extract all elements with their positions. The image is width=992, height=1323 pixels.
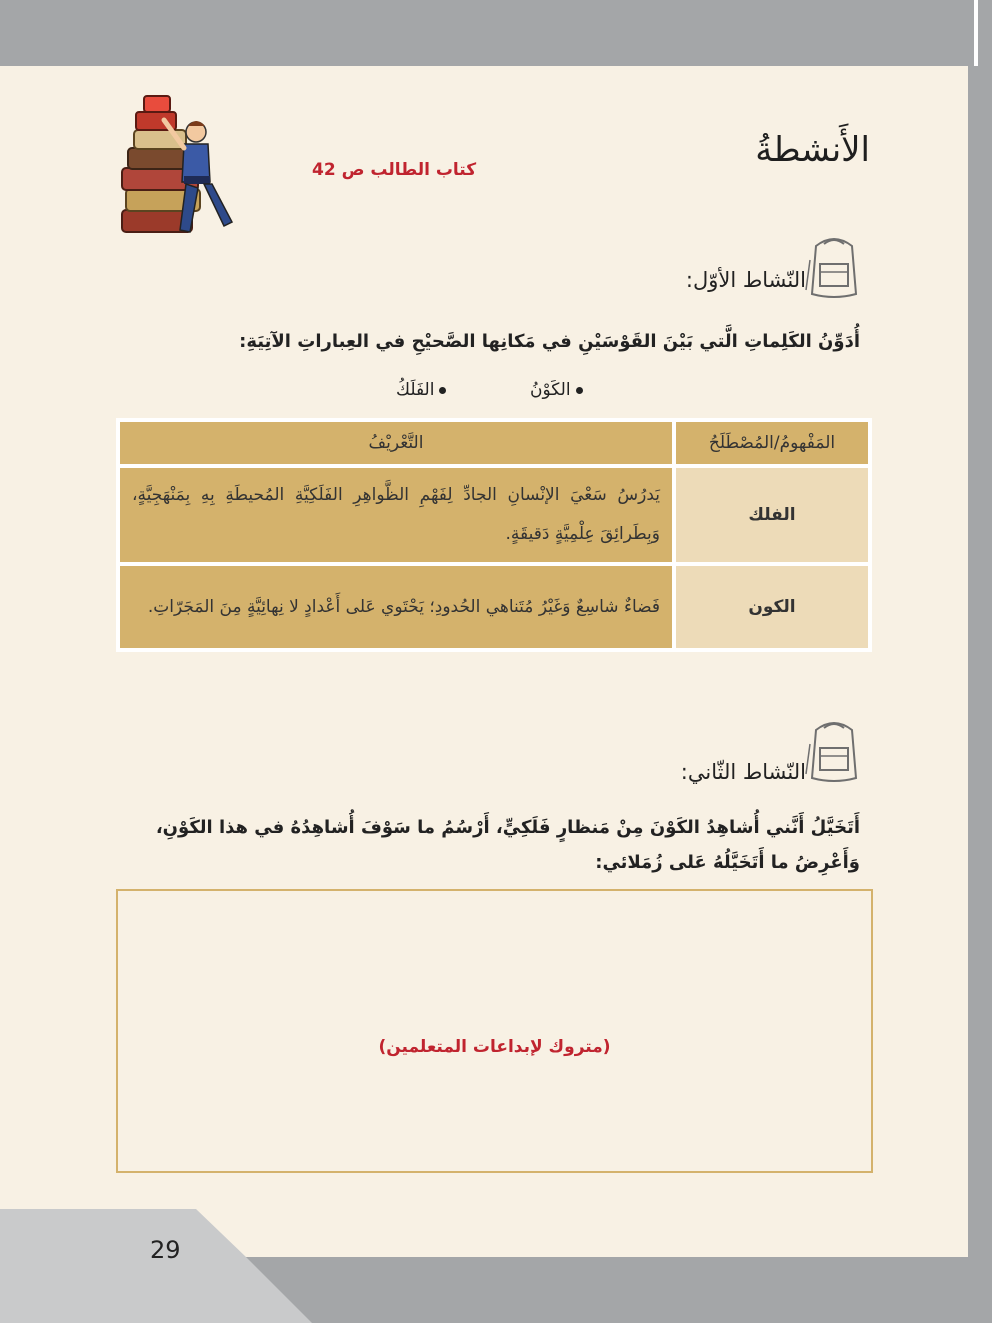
- word-option-label: الفَلَكُ: [396, 380, 435, 400]
- term-cell[interactable]: الكون: [674, 564, 870, 650]
- page-number: 29: [150, 1236, 181, 1264]
- right-edge-divider: [974, 0, 978, 66]
- activity1-instruction: أُدَوِّنُ الكَلِماتِ الَّتي بَيْنَ القَوْسَيْنِ في مَكانِها الصَّحيْحِ في العِباراتِ الآتِيَةِ:: [239, 331, 860, 352]
- backpack-icon: [804, 230, 864, 300]
- word-option-label: الكَوْنُ: [530, 380, 571, 400]
- bullet-icon: [439, 387, 446, 394]
- definition-cell: فَضاءٌ شاسِعٌ وَغَيْرُ مُتَناهي الحُدودِ؛ يَحْتَوي عَلى أَعْدادٍ لا نِهائِيَّةٍ مِنَ المَجَرّاتِ.: [118, 564, 674, 650]
- table-row: [118, 564, 870, 650]
- table-row: [118, 466, 870, 564]
- definition-cell: يَدرُسُ سَعْيَ الإنْسانِ الجادِّ لِفَهْمِ الظَّواهِرِ الفَلَكِيَّةِ المُحيطَةِ بِهِ بِمَنْهَجِيَّةٍ، وَبِطَرائِقَ عِلْمِيَّةٍ دَقيقَةٍ.: [118, 466, 674, 564]
- footer-decoration: [0, 1209, 992, 1323]
- backpack-icon: [804, 714, 864, 784]
- definitions-table: [116, 418, 872, 652]
- page-title: الأَنشطةُ: [755, 130, 870, 170]
- word-option-astronomy: [396, 380, 446, 400]
- definition-column-header: التَّعْريْفُ: [118, 420, 674, 466]
- activity2-instruction: أَتَخَيَّلُ أَنَّني أُشاهِدُ الكَوْنَ مِنْ مَنظارٍ فَلَكِيٍّ، أَرْسُمُ ما سَوْفَ أُشاهِدُهُ في هذا الكَوْنِ، وَأَعْرِضُ ما أَتَخَيَّلُهُ عَلى زُمَلائي:: [155, 817, 860, 873]
- table-header-row: [118, 420, 870, 466]
- term-cell[interactable]: الفلك: [674, 466, 870, 564]
- answer-placeholder: (متروك لإبداعات المتعلمين): [378, 1037, 611, 1057]
- books-illustration: [112, 92, 242, 242]
- activity1-title: النّشاط الأوّل:: [685, 268, 806, 292]
- book-reference: كتاب الطالب ص 42: [312, 160, 477, 180]
- drawing-answer-box[interactable]: [116, 889, 873, 1173]
- term-column-header: المَفْهومُ/المُصْطَلَحُ: [674, 420, 870, 466]
- activity2-title: النّشاط الثّاني:: [680, 760, 806, 784]
- top-header-bar: [0, 0, 968, 66]
- bullet-icon: [576, 387, 583, 394]
- right-edge-strip: [968, 0, 992, 1323]
- word-option-universe: [530, 380, 583, 400]
